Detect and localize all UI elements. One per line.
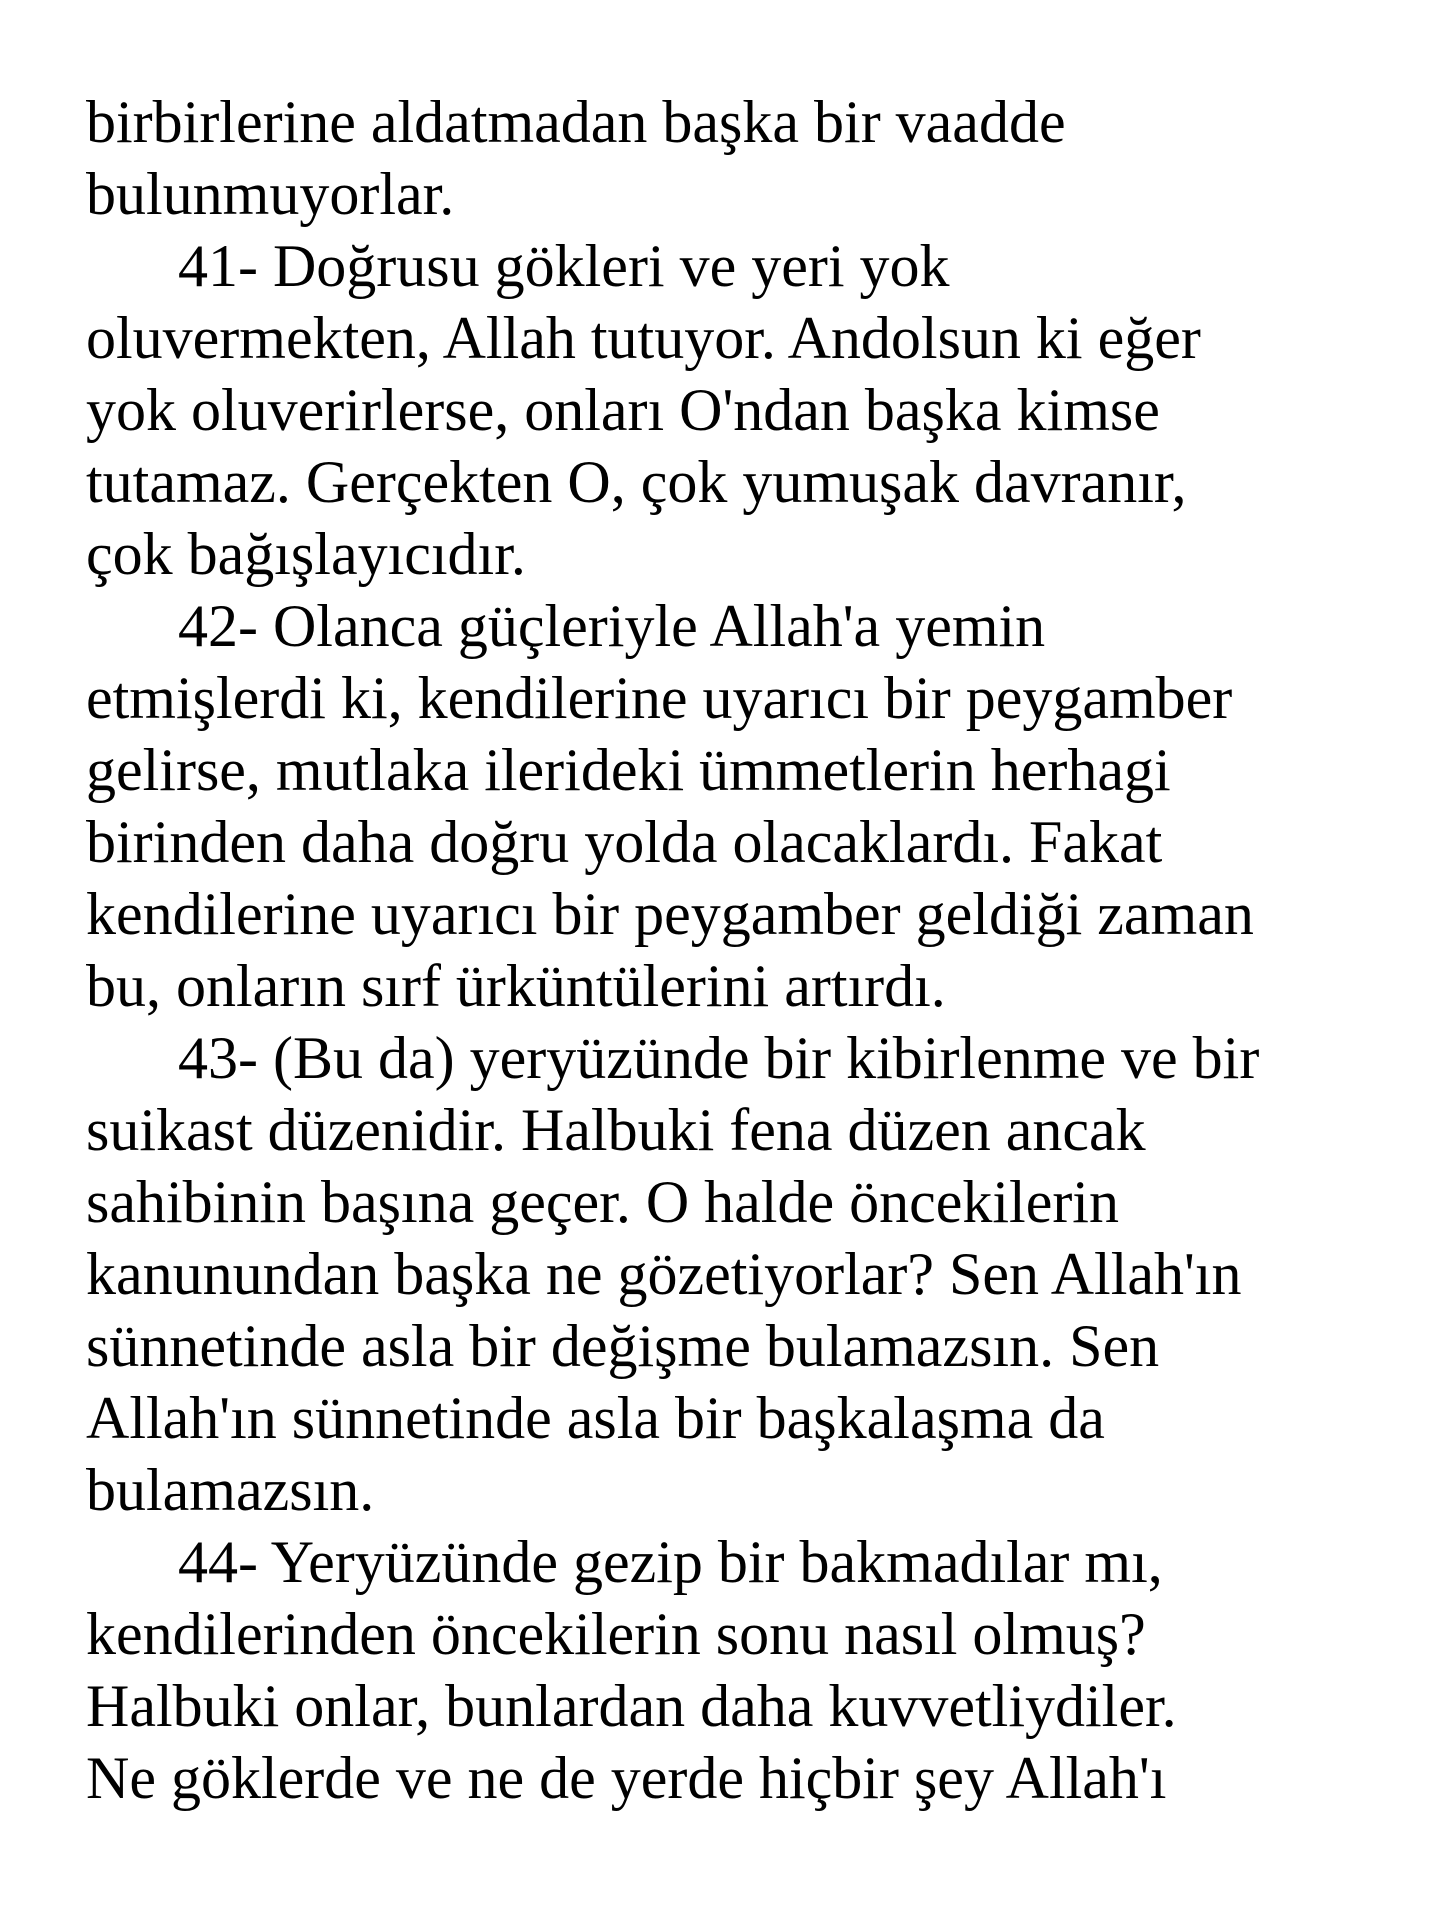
verse-43-start: 43- (Bu da) yeryüzünde bir kibirlenme ve bir [178, 1025, 1260, 1091]
text-line: bulamazsın. [86, 1457, 375, 1523]
text-line: Allah'ın sünnetinde asla bir başkalaşma da [86, 1385, 1105, 1451]
text-line: çok bağışlayıcıdır. [86, 521, 526, 587]
text-line: suikast düzenidir. Halbuki fena düzen ancak [86, 1097, 1146, 1163]
text-line: kanunundan başka ne gözetiyorlar? Sen Allah'ın [86, 1241, 1242, 1307]
document-page [86, 86, 1396, 1814]
text-line: Ne göklerde ve ne de yerde hiçbir şey Allah'ı [86, 1745, 1167, 1811]
text-line: birbirlerine aldatmadan başka bir vaadde [86, 89, 1066, 155]
text-line: gelirse, mutlaka ilerideki ümmetlerin herhagi [86, 737, 1171, 803]
text-line: sahibinin başına geçer. O halde öncekilerin [86, 1169, 1119, 1235]
text-line: bulunmuyorlar. [86, 161, 455, 227]
text-line: tutamaz. Gerçekten O, çok yumuşak davranır, [86, 449, 1187, 515]
text-line: yok oluverirlerse, onları O'ndan başka kimse [86, 377, 1160, 443]
text-line: kendilerine uyarıcı bir peygamber geldiği zaman [86, 881, 1254, 947]
text-line: sünnetinde asla bir değişme bulamazsın. Sen [86, 1313, 1160, 1379]
text-line: kendilerinden öncekilerin sonu nasıl olmuş? [86, 1601, 1146, 1667]
verse-41-start: 41- Doğrusu gökleri ve yeri yok [178, 233, 950, 299]
text-line: birinden daha doğru yolda olacaklardı. Fakat [86, 809, 1163, 875]
verse-44-start: 44- Yeryüzünde gezip bir bakmadılar mı, [178, 1529, 1163, 1595]
text-line: Halbuki onlar, bunlardan daha kuvvetliydiler. [86, 1673, 1177, 1739]
verse-42-start: 42- Olanca güçleriyle Allah'a yemin [178, 593, 1046, 659]
text-line: bu, onların sırf ürküntülerini artırdı. [86, 953, 946, 1019]
text-line: oluvermekten, Allah tutuyor. Andolsun ki eğer [86, 305, 1201, 371]
text-line: etmişlerdi ki, kendilerine uyarıcı bir peygamber [86, 665, 1233, 731]
